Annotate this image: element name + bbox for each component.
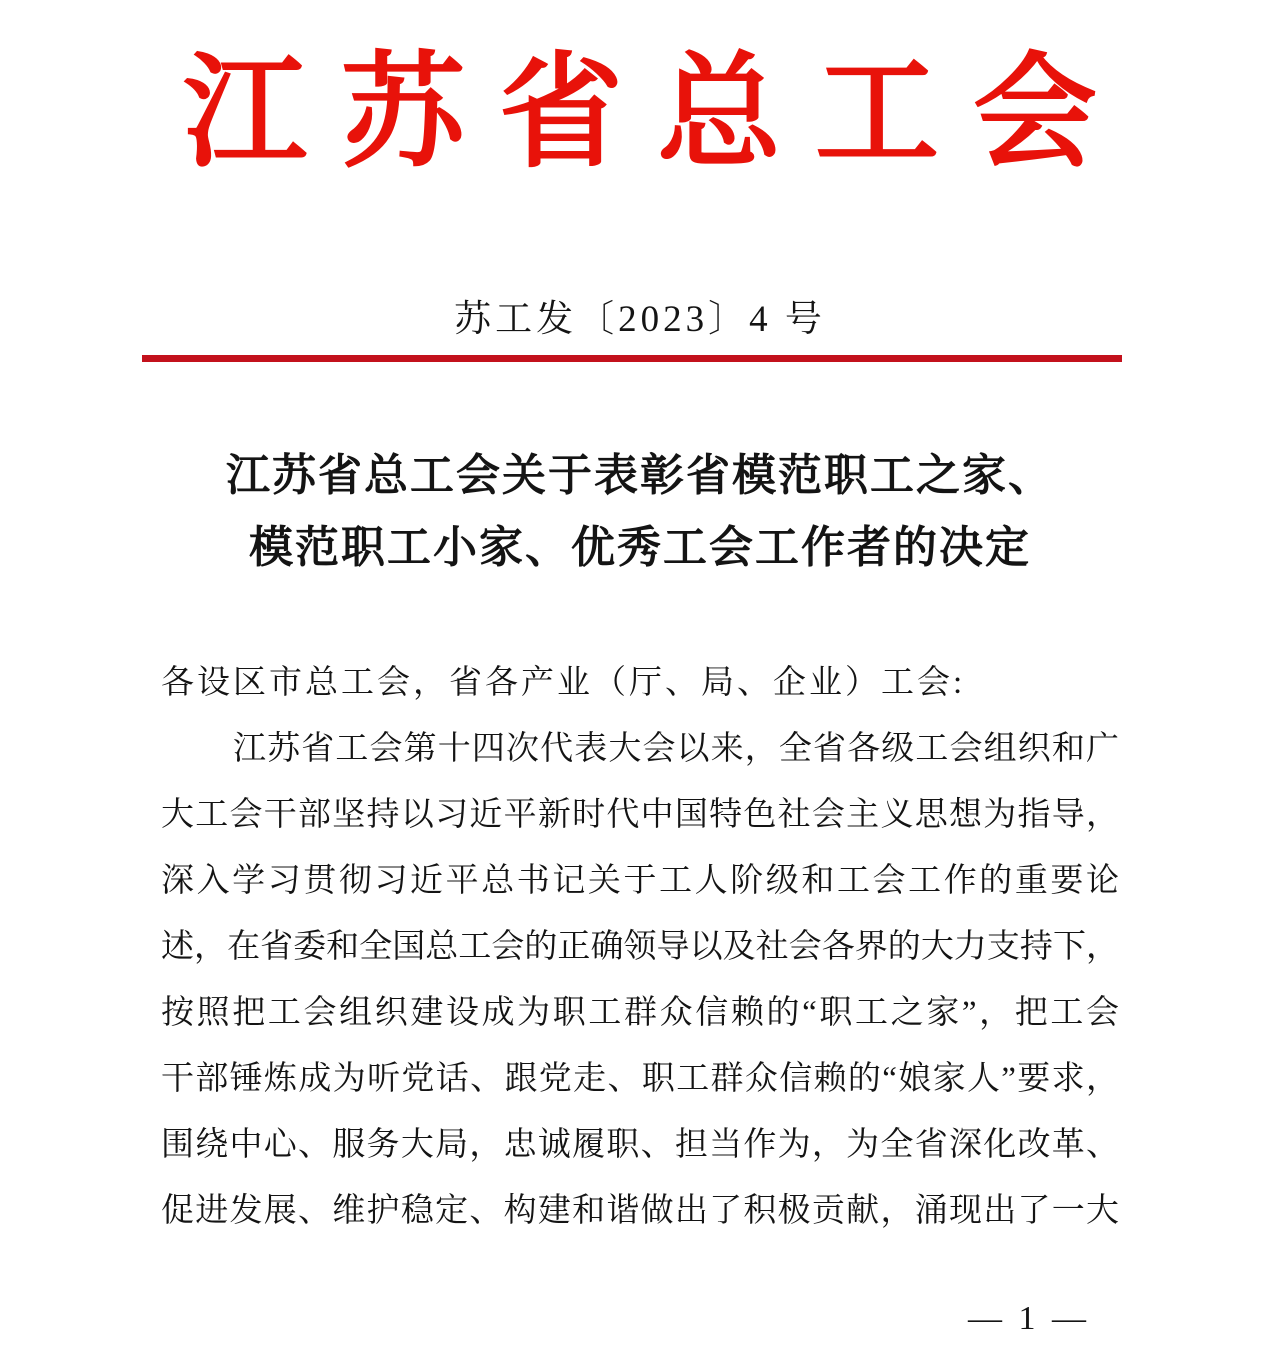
doc-body [161, 650, 1119, 1244]
body-line-salutation: 各设区市总工会，省各产业（厅、局、企业）工会: [161, 665, 966, 701]
doc-title [0, 440, 1280, 584]
body-line: 围绕中心、服务大局，忠诚履职、担当作为，为全省深化改革、 [161, 1127, 1119, 1163]
body-line: 述，在省委和全国总工会的正确领导以及社会各界的大力支持下， [161, 929, 1119, 965]
red-separator-line [142, 355, 1122, 362]
doc-reference-number: 苏工发〔2023〕4 号 [454, 299, 826, 340]
doc-title-line-1: 江苏省总工会关于表彰省模范职工之家、 [226, 451, 1054, 500]
body-line: 深入学习贯彻习近平总书记关于工人阶级和工会工作的重要论 [161, 863, 1119, 899]
body-line: 促进发展、维护稳定、构建和谐做出了积极贡献，涌现出了一大 [161, 1193, 1119, 1229]
page-number: — 1 — [968, 1300, 1090, 1337]
letterhead-org-title: 江苏省总工会 [182, 45, 1131, 182]
body-line: 江苏省工会第十四次代表大会以来，全省各级工会组织和广 [233, 731, 1119, 767]
body-line: 按照把工会组织建设成为职工群众信赖的“职工之家”，把工会 [161, 995, 1119, 1031]
body-line: 大工会干部坚持以习近平新时代中国特色社会主义思想为指导， [161, 797, 1119, 833]
doc-title-line-2: 模范职工小家、优秀工会工作者的决定 [249, 523, 1031, 572]
body-line: 干部锤炼成为听党话、跟党走、职工群众信赖的“娘家人”要求， [161, 1061, 1119, 1097]
